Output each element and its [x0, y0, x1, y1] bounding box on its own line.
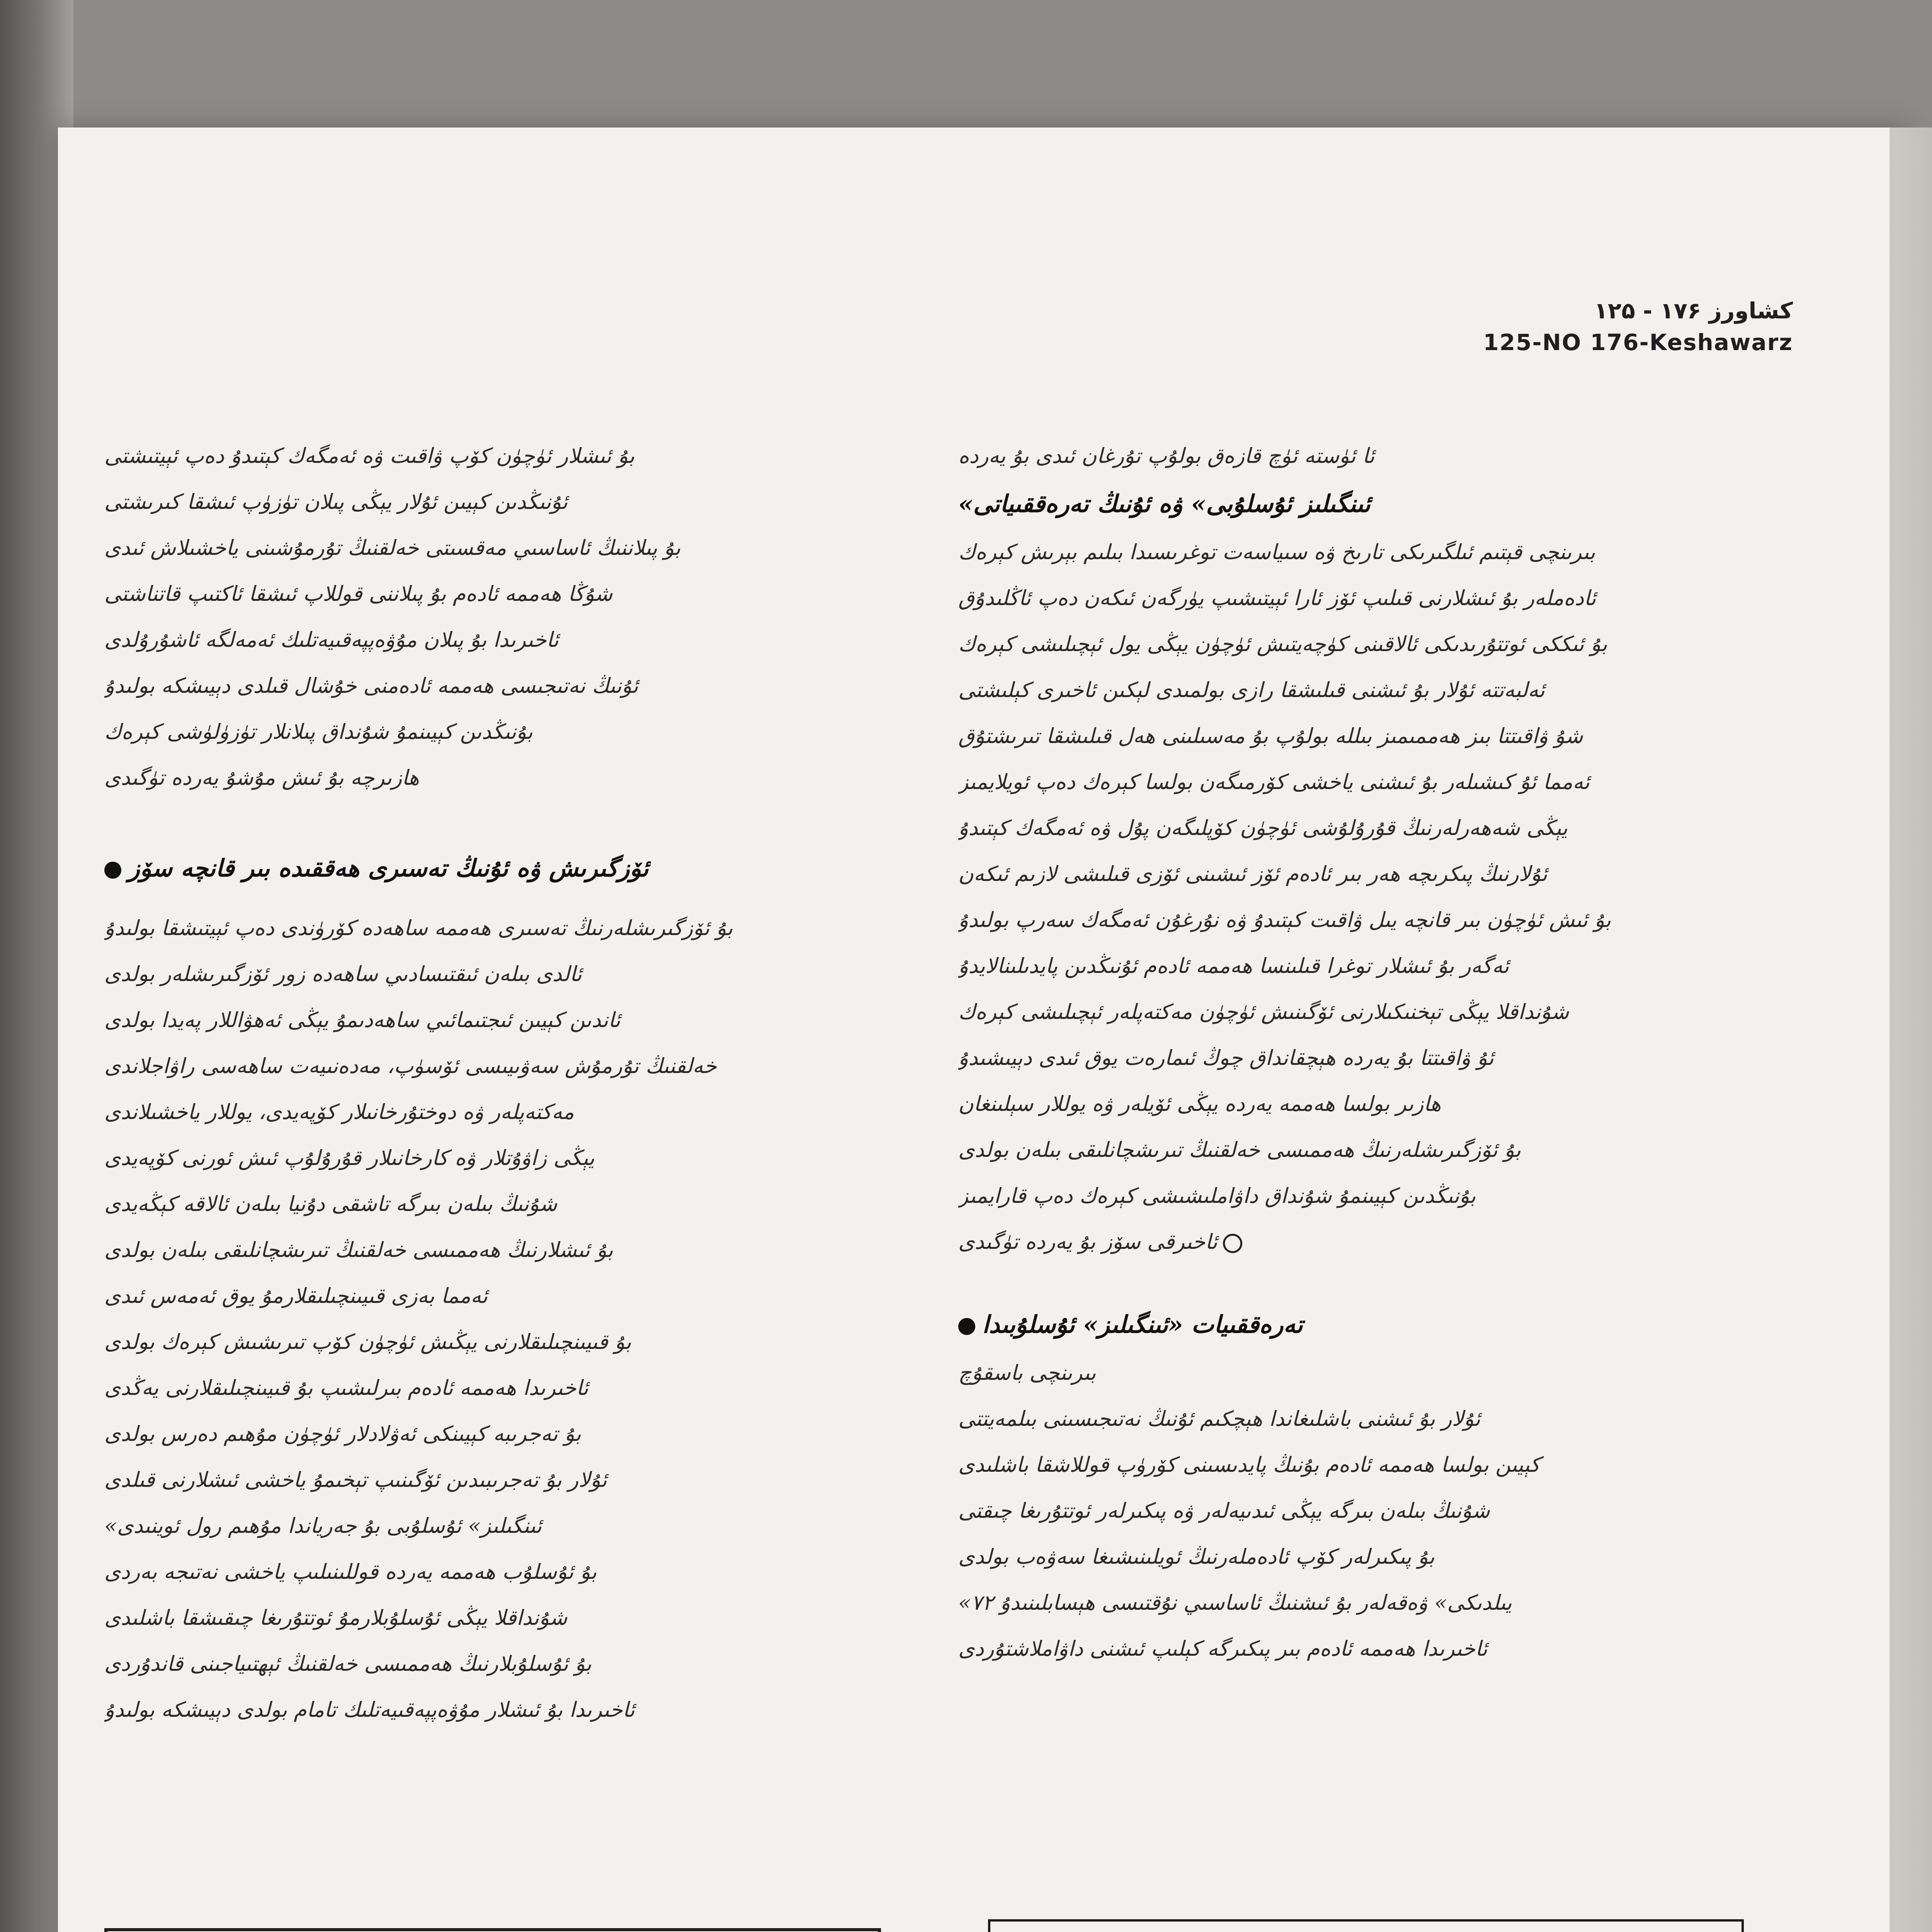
- paragraph-line: شۇنىڭ بىلەن بىرگە يېڭى ئىدىيەلەر ۋە پىكىرلەر ئوتتۇرىغا چىقتى: [958, 1498, 1490, 1523]
- paragraph-line: بۇنىڭدىن كېيىنمۇ شۇنداق پىلانلار تۈزۈلۈشى كېرەك: [104, 719, 533, 744]
- paragraph-line: شۇنداقلا يېڭى ئۇسلۇبلارمۇ ئوتتۇرىغا چىقىشقا باشلىدى: [104, 1605, 568, 1630]
- paragraph-line: ئەلبەتتە ئۇلار بۇ ئىشنى قىلىشقا رازى بولمىدى لېكىن ئاخىرى كېلىشتى: [958, 678, 1545, 702]
- page-edge: [1889, 128, 1932, 1932]
- paragraph-line: ئۇنىڭدىن كېيىن ئۇلار يېڭى پىلان تۈزۈپ ئىشقا كىرىشتى: [104, 490, 568, 514]
- paragraph-line: ئا ئۈستە ئۈچ قازەق بولۇپ تۇرغان ئىدى بۇ يەردە: [958, 444, 1375, 468]
- paragraph-line: يېڭى زاۋۇتلار ۋە كارخانىلار قۇرۇلۇپ ئىش ئورنى كۆپەيدى: [104, 1146, 595, 1170]
- section1-heading: «ئىنگىلىز ئۇسلۇبى» ۋە ئۇنىڭ تەرەققىياتى: [958, 490, 1371, 518]
- right-column: [958, 433, 1785, 1672]
- paragraph-line: بۇ قىيىنچىلىقلارنى يېڭىش ئۈچۈن كۆپ تىرىشىش كېرەك بولدى: [104, 1330, 631, 1354]
- paragraph-line: ئۇ ۋاقىتتا بۇ يەردە ھېچقانداق چوڭ ئىمارەت يوق ئىدى دېيىشىدۇ: [958, 1046, 1494, 1070]
- paragraph-line: بۇ ئىش ئۈچۈن بىر قانچە يىل ۋاقىت كېتىدۇ ۋە نۇرغۇن ئەمگەك سەرپ بولىدۇ: [958, 908, 1611, 932]
- paragraph-line: بۇ پىلاننىڭ ئاساسىي مەقسىتى خەلقنىڭ تۇرمۇشىنى ياخشىلاش ئىدى: [104, 536, 681, 560]
- paragraph-line: شۇ ۋاقىتتا بىز ھەممىمىز بىللە بولۇپ بۇ مەسىلىنى ھەل قىلىشقا تىرىشتۇق: [958, 724, 1583, 748]
- paragraph-line: شۇڭا ھەممە ئادەم بۇ پىلاننى قوللاپ ئىشقا ئاكتىپ قاتناشتى: [104, 582, 613, 606]
- paragraph-line: بۇ ئىشلارنىڭ ھەممىسى خەلقنىڭ تىرىشچانلىقى بىلەن بولدى: [104, 1238, 613, 1262]
- paragraph-line: ئۇنىڭ نەتىجىسى ھەممە ئادەمنى خۇشال قىلدى دېيىشكە بولىدۇ: [104, 673, 638, 698]
- paragraph-line: ئەگەر بۇ ئىشلار توغرا قىلىنسا ھەممە ئادەم ئۇنىڭدىن پايدىلىنالايدۇ: [958, 954, 1509, 978]
- paragraph-line: بۇ ئىشلار ئۈچۈن كۆپ ۋاقىت ۋە ئەمگەك كېتىدۇ دەپ ئېيتىشتى: [104, 444, 635, 468]
- paragraph-line: بىرىنچى قېتىم ئىلگىرىكى تارىخ ۋە سىياسەت توغرىسىدا بىلىم بېرىش كېرەك: [958, 540, 1595, 564]
- paragraph-line: شۇنىڭ بىلەن بىرگە تاشقى دۇنيا بىلەن ئالاقە كېڭەيدى: [104, 1192, 557, 1216]
- paragraph-line: ئۇلارنىڭ پىكرىچە ھەر بىر ئادەم ئۆز ئىشىنى ئۆزى قىلىشى لازىم ئىكەن: [958, 862, 1548, 886]
- paragraph-line: ئەمما بەزى قىيىنچىلىقلارمۇ يوق ئەمەس ئىدى: [104, 1284, 488, 1308]
- paragraph-line: ئاندىن كېيىن ئىجتىمائىي ساھەدىمۇ يېڭى ئەھۋاللار پەيدا بولدى: [104, 1008, 621, 1032]
- paragraph-line: بۇ ئۇسلۇب ھەممە يەردە قوللىنىلىپ ياخشى نەتىجە بەردى: [104, 1560, 597, 1584]
- page-header: [1387, 298, 1793, 355]
- section1-end: ئاخىرقى سۆز بۇ يەردە تۈگىدى: [958, 1219, 1785, 1265]
- note-box-1: [104, 1928, 881, 1932]
- paragraph-line: بۇ تەجرىبە كېيىنكى ئەۋلادلار ئۈچۈن مۇھىم دەرس بولدى: [104, 1422, 581, 1446]
- paragraph-line: بۇ ئۆزگىرىشلەرنىڭ تەسىرى ھەممە ساھەدە كۆرۈندى دەپ ئېيتىشقا بولىدۇ: [104, 916, 733, 940]
- header-issue-native: ۱۲۵ - ۱۷۶ کشاورز: [1594, 298, 1793, 324]
- paragraph-line: شۇنداقلا يېڭى تېخنىكىلارنى ئۆگىنىش ئۈچۈن مەكتەپلەر ئېچىلىشى كېرەك: [958, 1000, 1569, 1024]
- paragraph-line: ئۇلار بۇ تەجرىبىدىن ئۆگىنىپ تېخىمۇ ياخشى ئىشلارنى قىلدى: [104, 1468, 607, 1492]
- paragraph-line: «۷۲ يىلدىكى» ۋەقەلەر بۇ ئىشنىڭ ئاساسىي نۇقتىسى ھېسابلىنىدۇ: [958, 1590, 1512, 1615]
- figure-frame: [989, 1920, 1743, 1932]
- section2-heading: تەرەققىيات «ئىنگىلىز» ئۇسلۇبىدا: [958, 1299, 1785, 1350]
- left-column: [104, 433, 893, 1733]
- paragraph-line: خەلقنىڭ تۇرمۇش سەۋىيىسى ئۆسۈپ، مەدەنىيەت ساھەسى راۋاجلاندى: [104, 1054, 717, 1078]
- paragraph-line: ئاخىرىدا ھەممە ئادەم بىر پىكىرگە كېلىپ ئىشنى داۋاملاشتۇردى: [958, 1636, 1488, 1661]
- paragraph-line: ئاخىرىدا بۇ پىلان مۇۋەپپەقىيەتلىك ئەمەلگە ئاشۇرۇلدى: [104, 628, 559, 652]
- paragraph-line: بۇ ئۇسلۇبلارنىڭ ھەممىسى خەلقنىڭ ئېھتىياجىنى قاندۇردى: [104, 1651, 592, 1676]
- paragraph-line: مەكتەپلەر ۋە دوختۇرخانىلار كۆپەيدى، يوللار ياخشىلاندى: [104, 1100, 574, 1124]
- paragraph-line: كېيىن بولسا ھەممە ئادەم بۇنىڭ پايدىسىنى كۆرۈپ قوللاشقا باشلىدى: [958, 1452, 1540, 1477]
- paragraph-line: ئالدى بىلەن ئىقتىسادىي ساھەدە زور ئۆزگىرىشلەر بولدى: [104, 962, 582, 986]
- aircraft-figure: [981, 1917, 1754, 1932]
- paragraph-line: بىرىنچى باسقۇچ: [958, 1361, 1096, 1385]
- paragraph-line: ئادەملەر بۇ ئىشلارنى قىلىپ ئۆز ئارا ئېيتىشىپ يۈرگەن ئىكەن دەپ ئاڭلىدۇق: [958, 586, 1596, 610]
- paragraph-line: بۇ ئىككى ئوتتۇرىدىكى ئالاقىنى كۈچەيتىش ئۈچۈن يېڭى يول ئېچىلىشى كېرەك: [958, 632, 1607, 656]
- paragraph-line: ھازىر بولسا ھەممە يەردە يېڭى ئۆيلەر ۋە يوللار سېلىنغان: [958, 1092, 1441, 1116]
- paragraph-line: ئاخىرىدا بۇ ئىشلار مۇۋەپپەقىيەتلىك تامام بولدى دېيىشكە بولىدۇ: [104, 1697, 635, 1722]
- paragraph-line: بۇنىڭدىن كېيىنمۇ شۇنداق داۋاملىشىشى كېرەك دەپ قارايمىز: [958, 1184, 1476, 1208]
- bullet-icon: [958, 1318, 975, 1335]
- paragraph-line: يېڭى شەھەرلەرنىڭ قۇرۇلۇشى ئۈچۈن كۆپلىگەن پۇل ۋە ئەمگەك كېتىدۇ: [958, 816, 1568, 840]
- paragraph-line: ئۇلار بۇ ئىشنى باشلىغاندا ھېچكىم ئۇنىڭ نەتىجىسىنى بىلمەيتتى: [958, 1406, 1481, 1431]
- paragraph-line: ئەمما ئۇ كىشىلەر بۇ ئىشنى ياخشى كۆرمىگەن بولسا كېرەك دەپ ئويلايمىز: [958, 770, 1590, 794]
- left-section-heading: ئۆزگىرىش ۋە ئۇنىڭ تەسىرى ھەققىدە بىر قانچە سۆز: [104, 843, 893, 893]
- end-of-section-mark: [1223, 1234, 1242, 1253]
- aircraft-drawing: [981, 1917, 1754, 1932]
- header-issue-latin: 125-NO 176-Keshawarz: [1483, 329, 1793, 355]
- paragraph-line: «ئىنگىلىز» ئۇسلۇبى بۇ جەرياندا مۇھىم رول ئوينىدى: [104, 1514, 542, 1538]
- paragraph-line: بۇ پىكىرلەر كۆپ ئادەملەرنىڭ ئويلىنىشىغا سەۋەب بولدى: [958, 1544, 1435, 1569]
- paragraph-line: ئاخىرىدا ھەممە ئادەم بىرلىشىپ بۇ قىيىنچىلىقلارنى يەڭدى: [104, 1376, 588, 1400]
- paragraph-line: بۇ ئۆزگىرىشلەرنىڭ ھەممىسى خەلقنىڭ تىرىشچانلىقى بىلەن بولدى: [958, 1138, 1521, 1162]
- paragraph-line: ھازىرچە بۇ ئىش مۇشۇ يەردە تۈگىدى: [104, 765, 419, 790]
- bullet-icon: [104, 862, 121, 879]
